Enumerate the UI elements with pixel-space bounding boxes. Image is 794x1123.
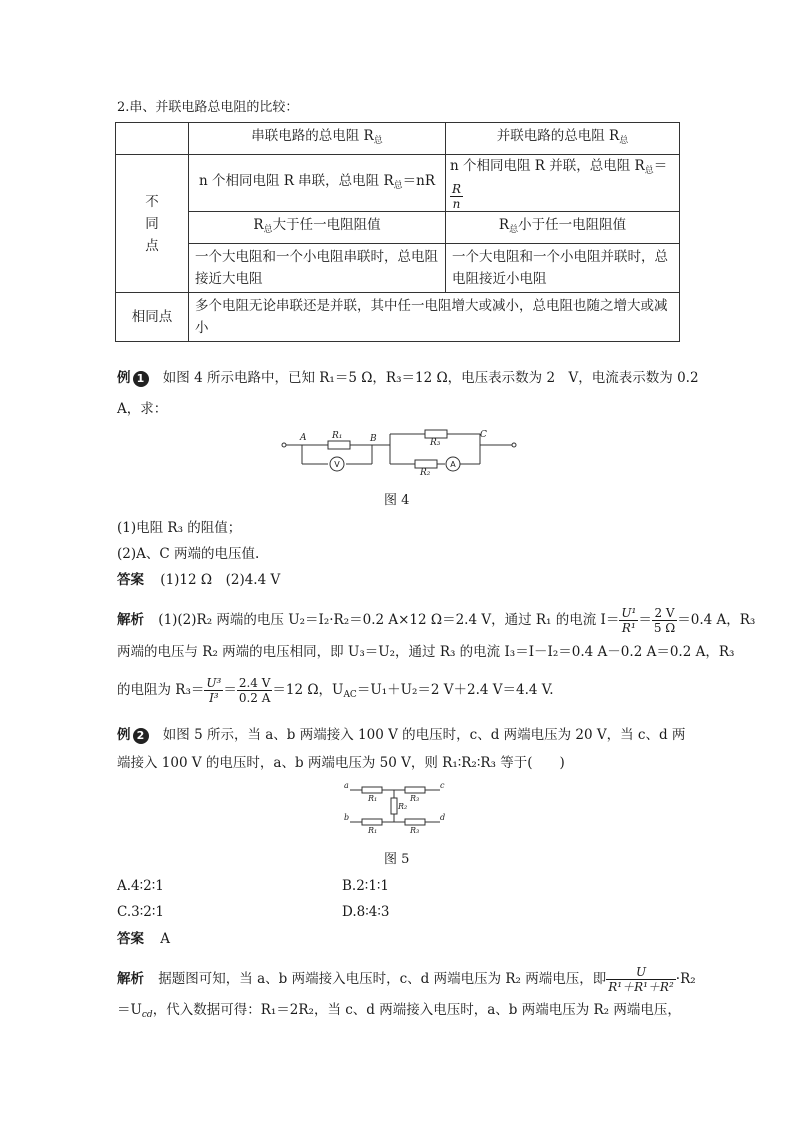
resistor-r3 — [425, 430, 447, 438]
node-a-label: A — [300, 433, 307, 443]
voltmeter-label: V — [334, 460, 340, 469]
fraction-u3-i3 — [204, 676, 223, 705]
diff-label-char: 同 — [145, 215, 159, 232]
analysis-text: 的电阻为 R₃＝ — [117, 682, 205, 698]
r1-label: R₁ — [332, 431, 343, 441]
ex2-analysis-line1 — [117, 965, 696, 994]
same-text-cell: 多个电阻无论串联还是并联，其中任一电阻增大或减小，总电阻也随之增大或减小 — [189, 293, 680, 342]
r1-top-label: R₁ — [368, 794, 378, 803]
row2-parallel-sub: 总 — [509, 225, 519, 235]
header-parallel-sub: 总 — [619, 136, 629, 146]
header-series-sub: 总 — [373, 136, 383, 146]
resistor-r1-top — [362, 787, 382, 793]
fraction-r-over-n — [450, 182, 463, 211]
r3-bottom-label: R₃ — [410, 826, 420, 835]
node-b-label: B — [370, 434, 377, 444]
diff-label-char: 不 — [145, 193, 159, 210]
r2-label: R₂ — [420, 468, 431, 478]
row2-parallel-text: 小于任一电阻阻值 — [518, 217, 627, 233]
row1-series-tail: ＝nR — [402, 172, 436, 189]
fraction-u-over-sum — [606, 965, 676, 994]
header-series — [189, 123, 446, 155]
section-heading: 2.串、并联电路总电阻的比较： — [117, 100, 299, 115]
row1-series-cell — [189, 155, 446, 212]
analysis-label: 解析 — [117, 612, 144, 628]
option-c: C.3∶2∶1 — [117, 904, 164, 920]
resistor-r2 — [391, 798, 397, 814]
row2-series-sub: 总 — [263, 225, 273, 235]
frac-num: U — [606, 965, 676, 980]
resistor-r3-top — [405, 787, 425, 793]
frac-num: U¹ — [621, 606, 637, 620]
row1-series-sub: 总 — [393, 180, 403, 191]
r3-top-label: R₃ — [410, 794, 420, 803]
row2-parallel-cell — [446, 212, 680, 244]
header-parallel-text: 并联电路的总电阻 R — [496, 128, 620, 144]
answer-label: 答案 — [117, 572, 144, 588]
terminal-c-label: c — [440, 781, 445, 790]
r2-label: R₂ — [398, 802, 408, 811]
analysis-tail: ＝0.4 A，R₃ — [677, 612, 756, 628]
circuit-figure-5 — [340, 780, 450, 840]
r3-label: R₃ — [430, 438, 441, 448]
row2-series-cell — [189, 212, 446, 244]
ex1-question-2: (2)A、C 两端的电压值. — [117, 546, 260, 562]
comparison-table — [115, 122, 680, 342]
analysis-sub: cd — [141, 1010, 153, 1020]
header-empty-cell — [116, 123, 189, 155]
frac-den: R¹ — [621, 621, 636, 635]
table-row — [116, 155, 680, 212]
resistor-r1 — [328, 441, 350, 449]
frac-den: n — [452, 197, 461, 211]
analysis-text: (1)(2)R₂ 两端的电压 U₂＝I₂·R₂＝0.2 A×12 Ω＝2.4 V，通过 R₁ 的电流 I＝ — [158, 612, 620, 628]
ex2-answer — [117, 929, 170, 949]
figure-5-caption: 图 5 — [384, 852, 410, 867]
answer-text: (1)12 Ω (2)4.4 V — [160, 572, 281, 588]
terminal-a-label: a — [344, 781, 349, 790]
row2-series-text: 大于任一电阻阻值 — [272, 217, 381, 233]
resistor-r1-bottom — [362, 819, 382, 825]
circuit-figure-4 — [280, 428, 520, 478]
analysis-end: ＝U₁＋U₂＝2 V＋2.4 V＝4.4 V. — [356, 682, 554, 698]
ex1-stem-line2: A，求： — [117, 401, 168, 417]
r1-bottom-label: R₁ — [368, 826, 378, 835]
answer-label: 答案 — [117, 931, 144, 947]
frac-den: 5 Ω — [653, 621, 676, 635]
row1-series-text: n 个相同电阻 R 串联，总电阻 R — [198, 172, 394, 189]
example-label: 例 — [117, 727, 131, 743]
row2-series-r: R — [253, 217, 264, 233]
fraction-u1-r1 — [619, 606, 638, 635]
resistor-r3-bottom — [405, 819, 425, 825]
option-d: D.8∶4∶3 — [342, 904, 390, 920]
table-row — [116, 293, 680, 342]
row2-parallel-r: R — [498, 217, 510, 233]
resistor-r2 — [415, 460, 437, 468]
ex2-stem-line1 — [117, 725, 685, 745]
row1-parallel-cell — [446, 155, 680, 212]
ex1-answer — [117, 570, 280, 590]
table-row — [116, 212, 680, 244]
analysis-tail: ＝12 Ω，U — [272, 682, 344, 698]
analysis-tail: ·R₂ — [675, 971, 696, 987]
frac-den: 0.2 A — [238, 691, 271, 705]
terminal-d-label: d — [440, 813, 446, 822]
analysis-sub: AC — [343, 690, 357, 700]
answer-text: A — [160, 931, 171, 947]
equals-sign: ＝ — [638, 612, 652, 628]
ex2-stem-text1: 如图 5 所示，当 a、b 两端接入 100 V 的电压时，c、d 两端电压为 20 V，当 c、d 两 — [162, 727, 686, 743]
frac-num: 2 V — [652, 606, 677, 621]
ex1-analysis-line1 — [117, 606, 755, 635]
ex1-stem-line1 — [117, 368, 699, 388]
ex2-stem-line2: 端接入 100 V 的电压时，a、b 两端电压为 50 V，则 R₁∶R₂∶R₃ 等于( ) — [117, 755, 565, 771]
fraction-2-4v-0-2a — [237, 676, 273, 705]
frac-den: R¹＋R¹＋R² — [608, 980, 674, 994]
analysis-text: ＝U — [117, 1002, 142, 1018]
ex1-analysis-line2: 两端的电压与 R₂ 两端的电压相同，即 U₃＝U₂，通过 R₃ 的电流 I₃＝I－I₂＝0.4 A－0.2 A＝0.2 A，R₃ — [117, 644, 735, 660]
row1-parallel-sub: 总 — [644, 166, 654, 176]
option-b: B.2∶1∶1 — [342, 878, 390, 894]
example-label: 例 — [117, 370, 131, 386]
analysis-label: 解析 — [117, 971, 144, 987]
table-row — [116, 244, 680, 293]
figure-4-caption: 图 4 — [384, 493, 410, 508]
row3-parallel-cell: 一个大电阻和一个小电阻并联时，总电阻接近小电阻 — [446, 244, 680, 293]
table-header-row — [116, 123, 680, 155]
ex1-stem-text1: 如图 4 所示电路中，已知 R₁＝5 Ω，R₃＝12 Ω，电压表示数为 2 V，电流表示数为 0.2 — [162, 370, 699, 386]
frac-num: 2.4 V — [238, 676, 271, 690]
same-label-cell: 相同点 — [116, 293, 189, 342]
frac-den: I³ — [209, 691, 219, 705]
frac-num: R — [452, 182, 462, 196]
ex1-question-1: (1)电阻 R₃ 的阻值； — [117, 520, 242, 536]
terminal-c — [512, 443, 516, 447]
row1-parallel-text: n 个相同电阻 R 并联，总电阻 R — [450, 158, 645, 174]
ex1-analysis-line3: 的电阻为 R₃＝ $\frac{\text{U³}}{\text{I³}}$ ＝ $\frac{2.4 V}{0.2 A}$ ＝12 Ω，$U_{AC}=U_1+U_2=2$ V＋2.4 V＝4.4 V. — [117, 676, 554, 705]
option-a: A.4∶2∶1 — [117, 878, 164, 894]
diff-label-char: 点 — [145, 237, 159, 254]
example-number-badge: 1 — [133, 371, 149, 387]
node-c-label: C — [480, 430, 487, 440]
frac-num: U³ — [206, 676, 222, 690]
analysis-tail: ，代入数据可得：R₁＝2R₂，当 c、d 两端接入电压时，a、b 两端电压为 R₂ 两端电压， — [152, 1002, 681, 1018]
header-parallel — [446, 123, 680, 155]
diff-label-cell — [116, 155, 189, 293]
fraction-2v-5ohm — [652, 606, 677, 635]
ex2-analysis-line2 — [117, 1000, 681, 1025]
terminal-a — [282, 443, 286, 447]
ammeter-label: A — [450, 460, 456, 469]
analysis-text: 据题图可知，当 a、b 两端接入电压时，c、d 两端电压为 R₂ 两端电压，即 — [158, 971, 607, 987]
row3-series-cell: 一个大电阻和一个小电阻串联时，总电阻接近大电阻 — [189, 244, 446, 293]
row1-parallel-eq: ＝ — [653, 158, 668, 174]
header-series-text: 串联电路的总电阻 R — [251, 128, 374, 144]
example-number-badge: 2 — [133, 728, 149, 744]
terminal-b-label: b — [344, 813, 350, 822]
